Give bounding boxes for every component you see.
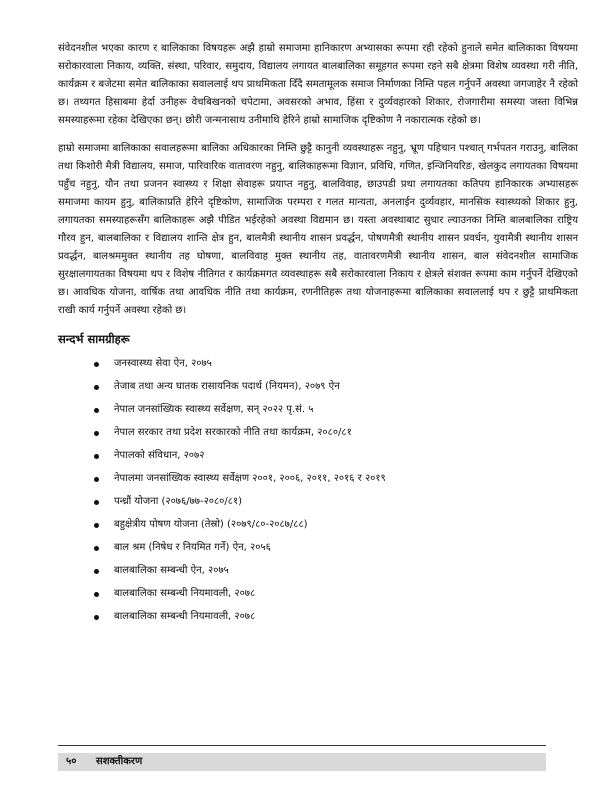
bullet-icon [94,454,99,459]
reference-item [94,584,578,604]
bullet-icon [94,385,99,390]
reference-item [94,400,578,420]
reference-item [94,492,578,512]
references-heading: सन्दर्भ सामग्रीहरू [58,332,130,346]
reference-item [94,515,578,535]
reference-text: पन्ध्रौं योजना (२०७६/७७-२०८०/८१) [114,496,243,507]
reference-text: बालबालिका सम्बन्धी ऐन, २०७५ [114,565,229,576]
reference-text: नेपालको संविधान, २०७२ [114,450,205,461]
bullet-icon [94,477,99,482]
paragraph-1: संवेदनशील भएका कारण र बालिकाका विषयहरू अझै हाम्रो समाजमा हानिकारण अभ्यासका रूपमा रही रहेको हुनाले समेत बालिकाका विषयमा सरोकारवाला निकाय, व्यक्ति, संस्था, परिवार, समुदाय, विद्यालय लगायत बालबालिका समूहगत रूपमा रहने सबै क्षेत्रमा विशेष व्यवस्था गरी नीति, कार्यक्रम र बजेटमा समेत बालिकाका सवाललाई थप प्राथमिकता दिँदै समतामूलक समाज निर्माणका निम्ति पहल गर्नुपर्ने अवस्था जगजाहेर नै रहेको छ। तथ्यगत हिसाबमा हेर्दा उनीहरू वेचबिखनको चपेटामा, अवसरको अभाव, हिंसा र दुर्व्यवहारको शिकार, रोजगारीमा समस्या जस्ता विभिन्न समस्याहरूमा रहेका देखिएका छन्। छोरी जन्मनासाथ उनीमाथि हेरिने हाम्रो सामाजिक दृष्टिकोण नै नकारात्मक रहेको छ। [58,43,578,126]
footer-title: सशक्तीकरण [96,756,143,767]
reference-text: जनस्वास्थ्य सेवा ऐन, २०७५ [114,358,212,369]
reference-text: बाल श्रम (निषेध र नियमित गर्ने) ऐन, २०५६ [114,542,271,553]
bullet-icon [94,523,99,528]
footer-divider [58,745,546,746]
bullet-icon [94,615,99,620]
reference-item [94,469,578,489]
document-body [58,40,578,630]
bullet-icon [94,431,99,436]
bullet-icon [94,362,99,367]
bullet-icon [94,546,99,551]
references-list [58,354,578,627]
reference-item [94,607,578,627]
reference-text: नेपालमा जनसांख्यिक स्वास्थ्य सर्वेक्षण २००१, २००६, २०११, २०१६ र २०१९ [114,473,386,484]
reference-item [94,423,578,443]
reference-text: नेपाल जनसांख्यिक स्वास्थ्य सर्वेक्षण, सन् २०२२ पृ.सं. ५ [114,404,314,415]
bullet-icon [94,500,99,505]
reference-item [94,561,578,581]
reference-item [94,538,578,558]
page-footer [0,741,600,771]
reference-text: बालबालिका सम्बन्धी नियमावली, २०७८ [114,611,256,622]
reference-item [94,446,578,466]
page-number: ५० [66,756,77,767]
reference-item [94,377,578,397]
bullet-icon [94,592,99,597]
reference-text: नेपाल सरकार तथा प्रदेश सरकारको नीति तथा कार्यक्रम, २०८०/८१ [114,427,352,438]
reference-text: बालबालिका सम्बन्धी नियमावली, २०७८ [114,588,256,599]
bullet-icon [94,408,99,413]
reference-text: बहुक्षेत्रीय पोषण योजना (तेस्रो) (२०७९/८०-२०८७/८८) [114,519,308,530]
reference-item [94,354,578,374]
reference-text: तेजाब तथा अन्य घातक रासायनिक पदार्थ (नियमन), २०७९ ऐन [114,381,340,392]
bullet-icon [94,569,99,574]
paragraph-2: हाम्रो समाजमा बालिकाका सवालहरूमा बालिका अधिकारका निम्ति छुट्टै कानुनी व्यवस्थाहरू नहुनु, भ्रूण पहिचान पश्चात् गर्भपतन गराउनु, बालिका तथा किशोरी मैत्री विद्यालय, समाज, पारिवारिक वातावरण नहुनु, बालिकाहरूमा विज्ञान, प्रविधि, गणित, इन्जिनियरिङ, खेलकुद लगायतका विषयमा पहुँच नहुनु, यौन तथा प्रजनन स्वास्थ्य र शिक्षा सेवाहरू प्रयाप्त नहुनु, बालविवाह, छाउपडी प्रथा लगायतका कतिपय हानिकारक अभ्यासहरू समाजमा कायम हुनु, बालिकाप्रति हेरिने दृष्टिकोण, सामाजिक परम्परा र गलत मान्यता, अनलाईन दुर्व्यवहार, मानसिक स्वास्थ्यको शिकार हुनु, लगायतका समस्याहरूसँग बालिकाहरू अझै पीडित भईरहेको अवस्था विद्यमान छ। यस्ता अवस्थाबाट सुधार ल्याउनका निम्ति बालबालिका राष्ट्रिय गौरव हुन, बालबालिका र विद्यालय शान्ति क्षेत्र हुन, बालमैत्री स्थानीय शासन प्रवर्द्धन, पोषणमैत्री स्थानीय शासन प्रवर्धन, युवामैत्री स्थानीय शासन प्रवर्द्धन, बालश्रममुक्त स्थानीय तह घोषणा, बालविवाह मुक्त स्थानीय तह, वातावरणमैत्री स्थानीय शासन, बाल संवेदनशील सामाजिक सुरक्षालगायतका विषयमा थप र विशेष नीतिगत र कार्यक्रमगत व्यवस्थाहरू सबै सरोकारवाला निकाय र क्षेत्रले संशक्त रूपमा काम गर्नुपर्ने देखिएको छ। आवधिक योजना, वार्षिक तथा आवधिक नीति तथा कार्यक्रम, रणनीतिहरू तथा योजनाहरूमा बालिकाका सवाललाई थप र छुट्टै प्राथमिकता राखी कार्य गर्नुपर्ने अवस्था रहेको छ। [58,143,578,316]
